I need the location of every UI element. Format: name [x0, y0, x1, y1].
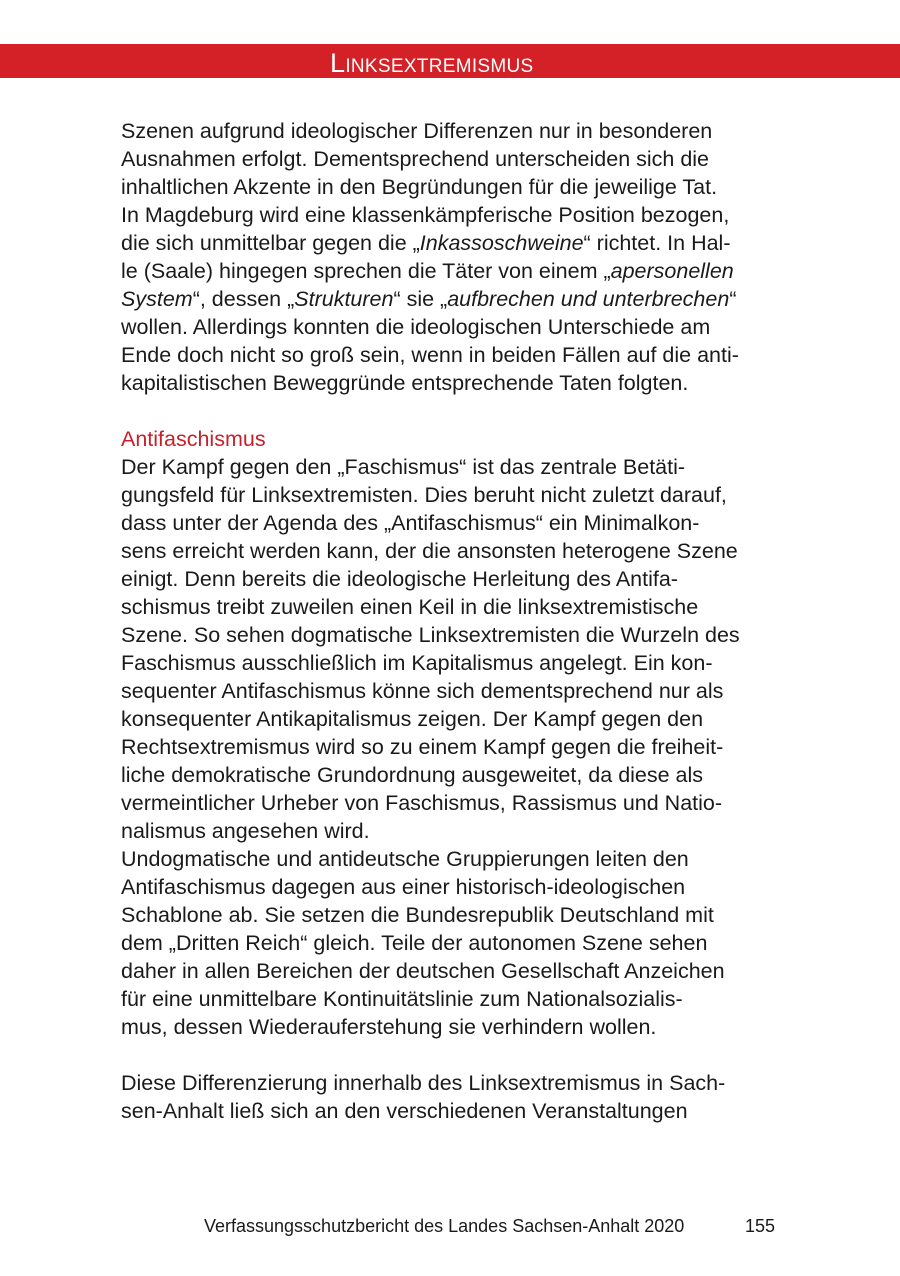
text-line: daher in allen Bereichen der deutschen Gesellschaft Anzeichen [121, 959, 725, 983]
text-line: wollen. Allerdings konnten die ideologischen Unterschiede am [121, 315, 711, 339]
text-line: Szenen aufgrund ideologischer Differenzen nur in besonderen [121, 119, 713, 143]
text-segment: “, dessen „ [192, 287, 295, 311]
italic-quote: apersonellen [610, 259, 734, 283]
italic-quote: Inkassoschweine [419, 231, 584, 255]
paragraph-spacer [121, 397, 781, 425]
text-line: Diese Differenzierung innerhalb des Linksextremismus in Sach- [121, 1071, 726, 1095]
italic-quote: System [121, 287, 193, 311]
text-line: einigt. Denn bereits die ideologische Herleitung des Antifa- [121, 567, 678, 591]
text-line: Der Kampf gegen den „Faschismus“ ist das zentrale Betäti- [121, 455, 686, 479]
paragraph-3 [121, 845, 781, 1041]
text-line: vermeintlicher Urheber von Faschismus, Rassismus und Natio- [121, 791, 723, 815]
text-line: Rechtsextremismus wird so zu einem Kampf gegen die freiheit- [121, 735, 724, 759]
italic-quote: Strukturen [294, 287, 394, 311]
text-line: schismus treibt zuweilen einen Keil in die linksextremistische [121, 595, 699, 619]
text-line [121, 257, 781, 285]
text-segment: die sich unmittelbar gegen die „ [121, 231, 420, 255]
paragraph-4 [121, 1069, 781, 1125]
text-line: sequenter Antifaschismus könne sich dementsprechend nur als [121, 679, 724, 703]
paragraph-spacer [121, 1041, 781, 1069]
text-segment: “ richtet. In Hal- [583, 231, 731, 255]
paragraph-2 [121, 453, 781, 845]
text-line: Szene. So sehen dogmatische Linksextremisten die Wurzeln des [121, 623, 740, 647]
text-line [121, 285, 781, 313]
body-text [121, 117, 781, 1125]
text-line: Antifaschismus dagegen aus einer historisch-ideologischen [121, 875, 686, 899]
text-line: sens erreicht werden kann, der die ansonsten heterogene Szene [121, 539, 738, 563]
text-line: dem „Dritten Reich“ gleich. Teile der autonomen Szene sehen [121, 931, 708, 955]
text-line: inhaltlichen Akzente in den Begründungen für die jeweilige Tat. [121, 175, 718, 199]
text-line: Undogmatische und antideutsche Gruppierungen leiten den [121, 847, 689, 871]
text-line [121, 229, 781, 257]
text-line: mus, dessen Wiederauferstehung sie verhindern wollen. [121, 1015, 657, 1039]
text-line: Ausnahmen erfolgt. Dementsprechend unterscheiden sich die [121, 147, 710, 171]
text-segment: “ [729, 287, 737, 311]
text-line: Ende doch nicht so groß sein, wenn in beiden Fällen auf die anti- [121, 343, 739, 367]
text-line: nalismus angesehen wird. [121, 819, 370, 843]
text-line: Schablone ab. Sie setzen die Bundesrepublik Deutschland mit [121, 903, 714, 927]
text-segment: “ sie „ [393, 287, 448, 311]
italic-quote: aufbrechen und unterbrechen [447, 287, 730, 311]
text-line: für eine unmittelbare Kontinuitätslinie zum Nationalsozialis- [121, 987, 683, 1011]
text-line: liche demokratische Grundordnung ausgeweitet, da diese als [121, 763, 704, 787]
text-line: gungsfeld für Linksextremisten. Dies beruht nicht zuletzt darauf, [121, 483, 727, 507]
page-title: Linksextremismus [330, 48, 534, 78]
section-heading: Antifaschismus [121, 427, 266, 451]
text-segment: le (Saale) hingegen sprechen die Täter von einem „ [121, 259, 611, 283]
text-line: Faschismus ausschließlich im Kapitalismus angelegt. Ein kon- [121, 651, 713, 675]
text-line: In Magdeburg wird eine klassenkämpferische Position bezogen, [121, 203, 730, 227]
text-line: konsequenter Antikapitalismus zeigen. Der Kampf gegen den [121, 707, 704, 731]
text-line: kapitalistischen Beweggründe entsprechende Taten folgten. [121, 371, 689, 395]
paragraph-1 [121, 117, 781, 397]
footer-text: Verfassungsschutzbericht des Landes Sachsen-Anhalt 2020 [204, 1216, 685, 1236]
text-line: dass unter der Agenda des „Antifaschismus“ ein Minimalkon- [121, 511, 700, 535]
page-number: 155 [745, 1216, 776, 1236]
text-line: sen-Anhalt ließ sich an den verschiedenen Veranstaltungen [121, 1099, 688, 1123]
